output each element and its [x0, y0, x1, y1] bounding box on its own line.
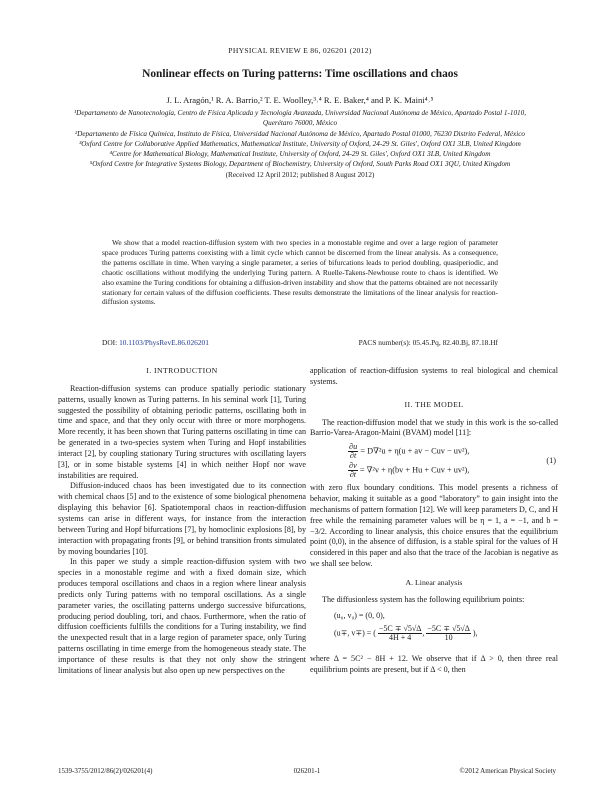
footer-issn: 1539-3755/2012/86(2)/026201(4): [58, 767, 153, 775]
received-dates: (Received 12 April 2012; published 8 August 2012): [225, 170, 375, 179]
intro-paragraph-2: Diffusion-induced chaos has been investigated due to its connection with chemical chaos [5] and to the existence of some biological phenomena displaying this behavior [6]. Spatiotemporal chaos in reaction-diffusion systems can arise in different ways, for instance from the interaction between Turing and Hopf bifurcations [7], by homoclinic explosions [8], by interaction with propagating fronts [9], or behind transition fronts simulated by moving boundaries [10].: [58, 481, 306, 556]
affiliation: ¹Departamento de Nanotecnología, Centro de Física Aplicada y Tecnología Avanzada, Universidad Nacional Autónoma de México, Apartado Postal 1-1010, Querétaro 76000, México: [73, 109, 527, 128]
doi-link[interactable]: 10.1103/PhysRevE.86.026201: [119, 338, 209, 347]
paper-title: Nonlinear effects on Turing patterns: Time oscillations and chaos: [142, 68, 458, 80]
equation-1-line-2: = ∇²v + η(bv + Hu + Cuv + uv²),: [359, 465, 470, 475]
equation-2: (u₀, v₀) = (0, 0), (u∓, v∓) = ( $\frac{-5C \mp √5√\Delta}{4H + 4}$ , $\frac{-5C \mp √5√\Delta}{10}$ ),: [334, 610, 478, 642]
equation-2-numerator-2: −5C ∓ √5√Δ: [427, 623, 470, 633]
doi-label: DOI:: [102, 338, 118, 347]
model-paragraph-1: The reaction-diffusion model that we study in this work is the so-called Barrio-Varea-Aragon-Maini (BVAM) model [11]:: [310, 417, 558, 438]
model-paragraph-2: with zero flux boundary conditions. This model presents a richness of behavior, making it suitable as a good “laboratory” to gain insight into the mechanisms of pattern formation [12]. We will keep parameters D, C, and H free while the remaining parameter values will be η = 1, a = −1, and b = −3/2. According to linear analysis, this choice ensures that the equilibrium point (0,0), in the absence of diffusion, is a stable spiral for the values of H considered in this paper and also that the trace of the Jacobian is negative as we shall see below.: [310, 483, 558, 569]
intro-heading: I. INTRODUCTION: [146, 366, 218, 375]
affiliation: ⁴Centre for Mathematical Biology, Mathematical Institute, University of Oxford, 24-29 St. Giles', Oxford OX1 3LB, United Kingdom: [109, 150, 491, 159]
abstract: We show that a model reaction-diffusion system with two species in a monostable regime and over a large region of parameter space produces Turing patterns coexisting with a limit cycle which cannot be discerned from the linear analysis. As a consequence, the patterns oscillate in time. When varying a single parameter, a series of bifurcations leads to period doubling, quasiperiodic, and chaotic oscillations without modifying the underlying Turing pattern. A Ruelle-Takens-Newhouse route to chaos is identified. We also examine the Turing conditions for obtaining a diffusion-driven instability and show that the patterns obtained are not necessarily stationary for certain values of the diffusion coefficients. These results demonstrate the limitations of the linear analysis for reaction-diffusion systems.: [102, 238, 498, 307]
author-list: J. L. Aragón,¹ R. A. Barrio,² T. E. Woolley,³˒⁴ R. E. Baker,⁴ and P. K. Maini⁴˒⁵: [166, 95, 434, 105]
equation-2-prefix: (u∓, v∓) = (: [334, 628, 376, 637]
model-heading: II. THE MODEL: [404, 399, 464, 409]
right-paragraph-cont: application of reaction-diffusion systems to real biological and chemical systems.: [310, 366, 558, 386]
linear-paragraph-1: The diffusionless system has the following equilibrium points:: [322, 594, 525, 604]
equation-1-number: (1): [546, 456, 556, 466]
footer-page-number: 026201-1: [293, 767, 321, 775]
equation-1: $\frac{\partial u}{\partial t}$ = D∇²u + η(u + av − Cuv − uv²), $\frac{\partial v}{\partial t}$ = ∇²v + η(bv + Hu + Cuv + uv²), (1): [349, 442, 556, 480]
doi-line: [102, 338, 498, 347]
journal-header: PHYSICAL REVIEW E 86, 026201 (2012): [228, 46, 372, 55]
equation-2-denominator-1: 4H + 4: [389, 632, 412, 642]
intro-paragraph-1: Reaction-diffusion systems can produce spatially periodic stationary patterns, usually known as Turing patterns. In his seminal work [1], Turing suggested the possibility of obtaining periodic patterns, oscillating both in time and space, and that they only occur with three or more morphogens. More recently, it has been shown that Turing patterns oscillating in time can be generated in a two-species system when Turing and Hopf instabilities interact [2], by coupling stationary Turing structures with oscillating layers [3], or in some bistable systems [4] in which neither Hopf nor wave instabilities are required.: [58, 383, 306, 480]
affiliation: ³Oxford Centre for Collaborative Applied Mathematics, Mathematical Institute, University of Oxford, 24-29 St. Giles', Oxford OX1 3LB, United Kingdom: [79, 139, 521, 148]
equation-2-denominator-2: 10: [444, 632, 453, 642]
intro-paragraph-3: In this paper we study a simple reaction-diffusion system with two species in a monostable regime and with a fixed domain size, which produces temporal oscillations and chaos in a region where linear analysis predicts only Turing patterns with no temporal oscillations. As a single parameter varies, the oscillating patterns undergo successive bifurcations, producing period doubling, tori, and chaos. Furthermore, when the ratio of diffusion coefficients fulfills the conditions for a Turing instability, we find the unexpected result that in a large region of parameter space, only Turing patterns oscillating in time emerge from the homogeneous steady state. The importance of these results is that they not only show the stringent limitations of linear analysis but also open up new perspectives on the: [58, 557, 306, 675]
right-column: [310, 366, 558, 675]
pacs-numbers: PACS number(s): 05.45.Pq, 82.40.Bj, 87.18.Hf: [358, 338, 498, 347]
affiliations: [60, 108, 540, 180]
page-footer: [58, 767, 556, 775]
equation-2-line-1: (u₀, v₀) = (0, 0),: [334, 610, 385, 620]
equation-2-suffix: ),: [472, 628, 478, 637]
linear-analysis-heading: A. Linear analysis: [405, 577, 463, 587]
equation-1-line-1: = D∇²u + η(u + av − Cuv − uv²),: [360, 446, 470, 456]
linear-paragraph-2: where Δ = 5C² − 8H + 12. We observe that if Δ > 0, then three real equilibrium points are present, but if Δ < 0, then: [310, 653, 558, 674]
footer-copyright: ©2012 American Physical Society: [459, 767, 556, 775]
affiliation: ⁵Oxford Centre for Integrative Systems Biology, Department of Biochemistry, University of Oxford, South Parks Road OX1 3QU, United Kingdom: [89, 160, 511, 169]
equation-2-numerator-1: −5C ∓ √5√Δ: [378, 623, 422, 633]
affiliation: ²Departamento de Física Química, Instituto de Física, Universidad Nacional Autónoma de México, Apartado Postal 01000, 76230 Distrito Federal, México: [74, 129, 526, 138]
left-column: [58, 366, 306, 677]
